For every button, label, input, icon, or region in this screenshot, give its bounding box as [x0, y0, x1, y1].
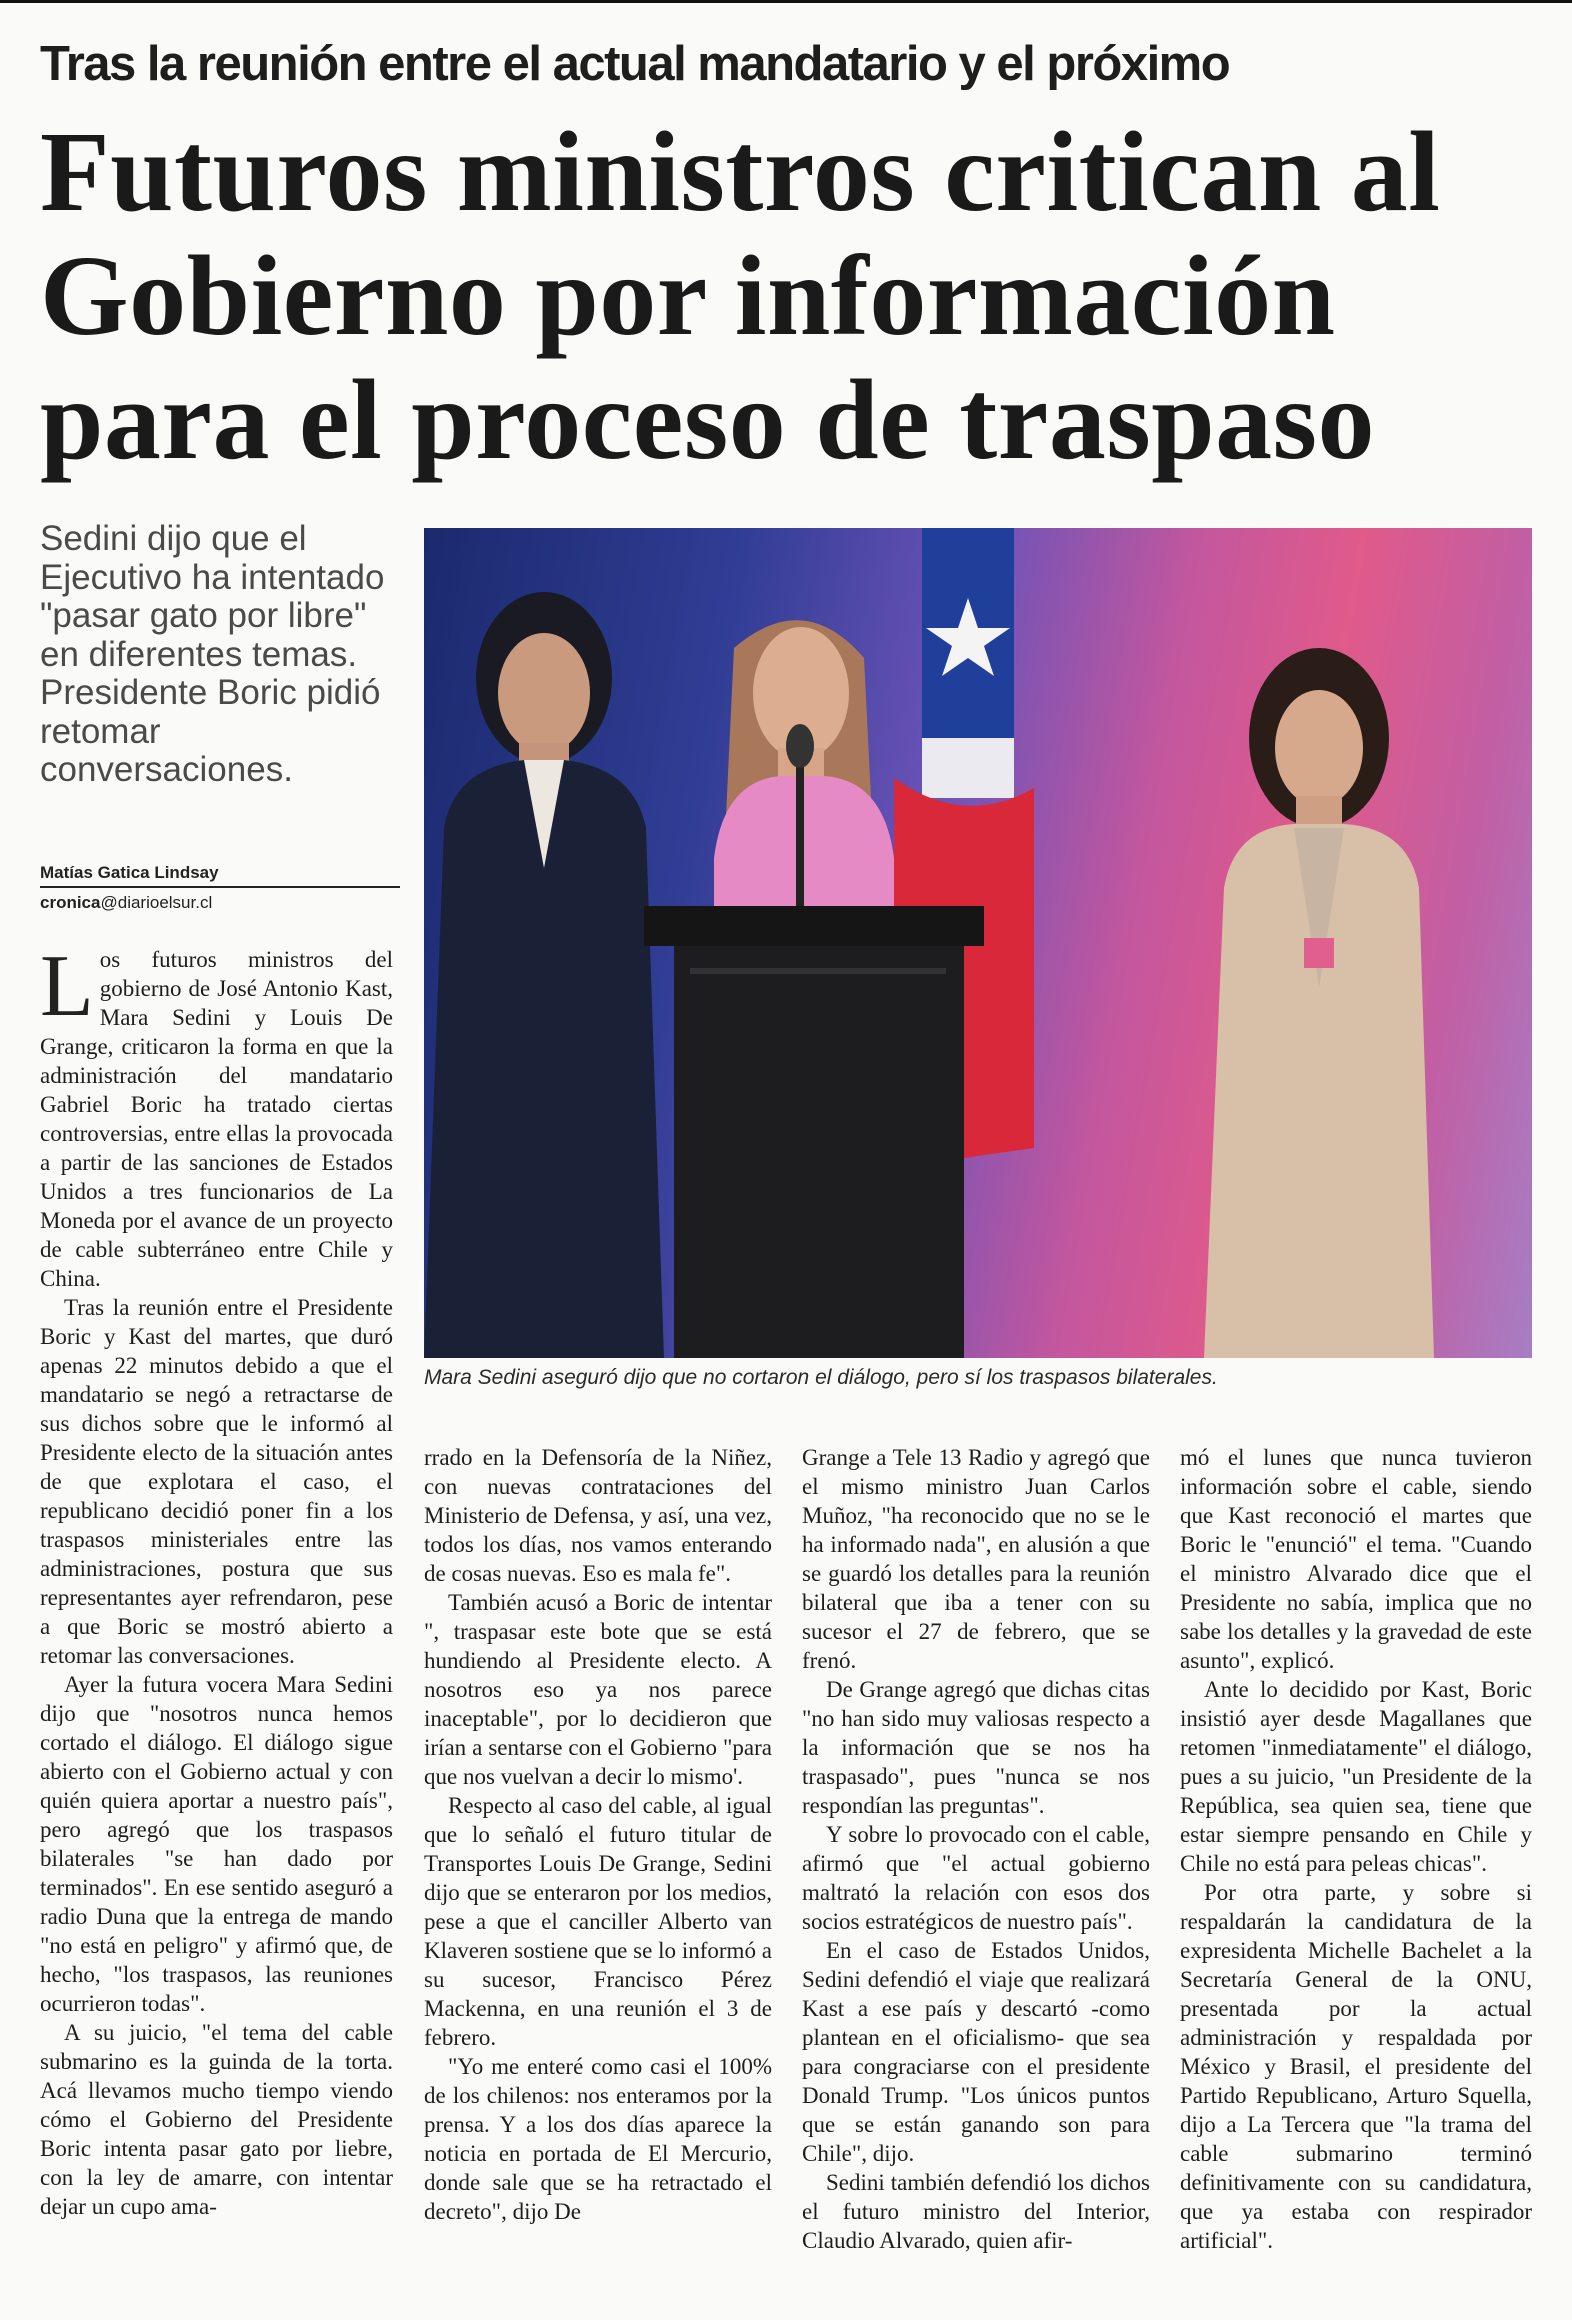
byline-author: Matías Gatica Lindsay	[40, 862, 400, 888]
headline-line: Futuros ministros critican al	[40, 108, 1441, 235]
body-paragraph	[40, 938, 393, 1293]
body-paragraph: Y sobre lo provocado con el cable, afirmó que "el actual gobierno maltrató la relación con esos dos socios estratégicos de nuestro país".	[802, 1822, 1150, 1934]
headline	[40, 110, 1540, 482]
body-paragraph: De Grange agregó que dichas citas "no han sido muy valiosas respecto a la información que se nos ha traspasado", pues "nunca se nos respondían las preguntas".	[802, 1677, 1150, 1818]
kicker: Tras la reunión entre el actual mandatario y el próximo	[40, 37, 1230, 91]
headline-line: para el proceso de traspaso	[40, 356, 1375, 483]
body-paragraph: Ante lo decidido por Kast, Boric insistió ayer desde Magallanes que retomen "inmediatamente" el diálogo, pues a su juicio, "un Presidente de la República, sea quien sea, tiene que estar siempre pensando en Chile y Chile no está para peleas chicas".	[1180, 1677, 1532, 1876]
body-paragraph: Respecto al caso del cable, al igual que lo señaló el futuro titular de Transportes Louis De Grange, Sedini dijo que se enteraron por los medios, pese a que el canciller Alberto van Klaveren sostiene que se lo informó a su sucesor, Francisco Pérez Mackenna, en una reunión el 3 de febrero.	[424, 1793, 772, 2050]
dek: Sedini dijo que el Ejecutivo ha intentado "pasar gato por libre" en diferentes temas. Presidente Boric pidió retomar conversaciones.	[40, 519, 385, 789]
byline-email	[40, 892, 400, 914]
body-column-4	[1180, 1443, 1532, 2255]
body-paragraph: Sedini también defendió los dichos el futuro ministro del Interior, Claudio Alvarado, quien afir-	[802, 2170, 1150, 2253]
body-paragraph: A su juicio, "el tema del cable submarino es la guinda de la torta. Acá llevamos mucho tiempo viendo cómo el Gobierno del Presidente Boric intenta pasar gato por liebre, con la ley de amarre, con intentar dejar un cupo ama-	[40, 2020, 393, 2219]
body-column-3	[802, 1443, 1150, 2255]
body-paragraph: rrado en la Defensoría de la Niñez, con nuevas contrataciones del Ministerio de Defensa, y así, una vez, todos los días, nos vamos enterando de cosas nuevas. Eso es mala fe".	[424, 1445, 772, 1586]
body-text: os futuros ministros del gobierno de José Antonio Kast, Mara Sedini y Louis De Grange, criticaron la forma en que la administración del mandatario Gabriel Boric ha tratado ciertas controversias, entre ellas la provocada a partir de las sanciones de Estados Unidos a tres funcionarios de La Moneda por el avance de un proyecto de cable subterráneo entre Chile y China.	[40, 947, 393, 1291]
byline-email-user: cronica	[40, 893, 101, 912]
photo-caption: Mara Sedini aseguró dijo que no cortaron el diálogo, pero sí los traspasos bilaterales.	[424, 1366, 1218, 1389]
photo-illustration	[424, 528, 1532, 1358]
body-paragraph: mó el lunes que nunca tuvieron información sobre el cable, siendo que Kast reconoció el martes que Boric le "enunció" el tema. "Cuando el ministro Alvarado dice que el Presidente no sabía, implica que no sabe los detalles y la gravedad de este asunto", explicó.	[1180, 1445, 1532, 1673]
body-paragraph: También acusó a Boric de intentar ", traspasar este bote que se está hundiendo al Presidente electo. A nosotros eso ya nos parece inaceptable", por lo decidieron que irían a sentarse con el Gobierno "para que nos vuelvan a decir lo mismo'.	[424, 1590, 772, 1789]
byline	[40, 862, 400, 914]
body-paragraph: Ayer la futura vocera Mara Sedini dijo que "nosotros nunca hemos cortado el diálogo. El diálogo sigue abierto con el Gobierno actual y con quién quiera aportar a nuestro país", pero agregó que los traspasos bilaterales "se han dado por terminados". En ese sentido aseguró a radio Duna que la entrega de mando "no está en peligro" y afirmó que, de hecho, "los traspasos, las reuniones ocurrieron todas".	[40, 1672, 393, 2016]
body-paragraph: Tras la reunión entre el Presidente Boric y Kast del martes, que duró apenas 22 minutos debido a que el mandatario se negó a retractarse de sus dichos sobre que le informó al Presidente electo de la situación antes de que explotara el caso, el republicano decidió poner fin a los traspasos ministeriales entre las administraciones, postura que sus representantes ayer refrendaron, pese a que Boric se mostró abierto a retomar las conversaciones.	[40, 1295, 393, 1668]
person-right	[1204, 648, 1434, 1358]
byline-email-domain: @diarioelsur.cl	[100, 893, 213, 912]
body-column-2	[424, 1443, 772, 2226]
top-rule	[0, 0, 1572, 3]
drop-cap: L	[40, 938, 94, 1035]
body-paragraph: Por otra parte, y sobre si respaldarán la candidatura de la expresidenta Michelle Bachelet a la Secretaría General de la ONU, presentada por la actual administración y respaldada por México y Brasil, el presidente del Partido Republicano, Arturo Squella, dijo a La Tercera que "la trama del cable submarino terminó definitivamente con su candidatura, que ya estaba con respirador artificial".	[1180, 1880, 1532, 2253]
headline-line: Gobierno por información	[40, 232, 1336, 359]
body-paragraph: Grange a Tele 13 Radio y agregó que el mismo ministro Juan Carlos Muñoz, "ha reconocido que no se le ha informado nada", en alusión a que se guardó los detalles para la reunión bilateral que iba a tener con su sucesor el 27 de febrero, que se frenó.	[802, 1445, 1150, 1673]
body-paragraph: "Yo me enteré como casi el 100% de los chilenos: nos enteramos por la prensa. Y a los dos días aparece la noticia en portada de El Mercurio, donde sale que se ha retractado el decreto", dijo De	[424, 2054, 772, 2224]
person-left	[424, 592, 664, 1358]
body-column-1	[40, 938, 393, 2221]
body-paragraph: En el caso de Estados Unidos, Sedini defendió el viaje que realizará Kast a ese país y descartó -como plantean en el oficialismo- que sea para congraciarse con el presidente Donald Trump. "Los únicos puntos que se están ganando son para Chile", dijo.	[802, 1938, 1150, 2166]
article-photo	[424, 528, 1532, 1358]
